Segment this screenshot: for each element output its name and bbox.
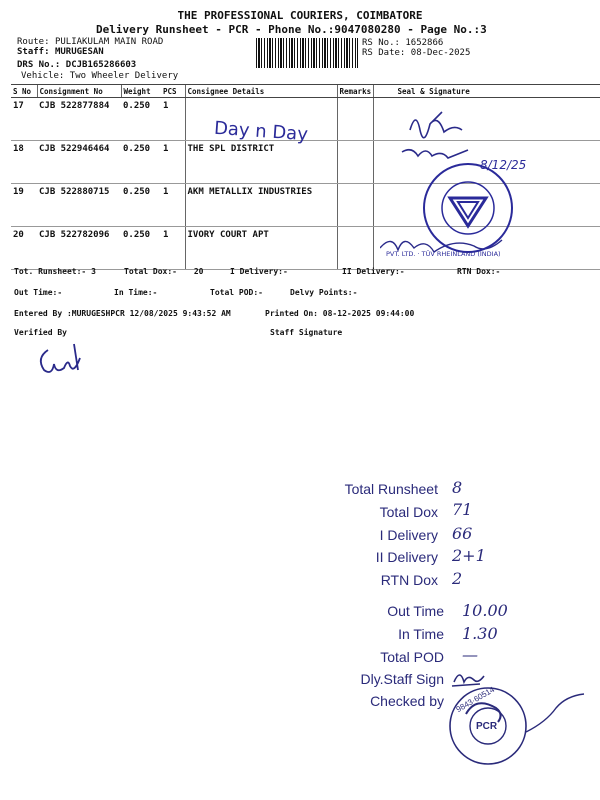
runsheet-subtitle: Delivery Runsheet - PCR - Phone No.:9047080280 - Page No.:3 bbox=[96, 23, 487, 36]
verified-by: Verified By bbox=[14, 328, 67, 337]
cell-sno: 20 bbox=[11, 227, 37, 270]
vehicle-value: Two Wheeler Delivery bbox=[69, 71, 179, 81]
summary-value: — bbox=[462, 645, 478, 664]
date-scrawl: 8/12/25 bbox=[480, 158, 527, 172]
cell-consignment: CJB 522782096 bbox=[37, 227, 121, 270]
summary-label: Checked by bbox=[370, 693, 444, 709]
summary-value: 8 bbox=[452, 478, 463, 497]
rs-date-label: RS Date: bbox=[362, 48, 406, 58]
stamp-ring: 9843·60514 bbox=[454, 684, 497, 715]
cell-weight: 0.250 bbox=[121, 141, 161, 184]
rs-no-value: 1652866 bbox=[405, 38, 444, 48]
col-seal: Seal & Signature bbox=[373, 85, 600, 98]
cell-consignment: CJB 522877884 bbox=[37, 98, 121, 141]
total-dox-label: Total Dox:- bbox=[124, 267, 177, 276]
tuv-seal-icon bbox=[420, 160, 516, 256]
summary-label: Out Time bbox=[387, 603, 444, 619]
summary-value: 2 bbox=[452, 569, 463, 588]
drs-label: DRS No.: bbox=[17, 60, 61, 70]
staff-signature: Staff Signature bbox=[270, 328, 343, 337]
cell-consignment: CJB 522946464 bbox=[37, 141, 121, 184]
col-pcs: PCS bbox=[161, 85, 185, 98]
cell-remarks bbox=[337, 141, 373, 184]
total-dox bbox=[124, 267, 203, 276]
cell-sno: 18 bbox=[11, 141, 37, 184]
summary-label: In Time bbox=[398, 626, 444, 642]
route-label: Route: bbox=[17, 37, 50, 47]
staff-line bbox=[17, 47, 104, 57]
stamp-text: PCR bbox=[476, 721, 498, 732]
summary-label: Total Dox bbox=[379, 504, 438, 520]
checked-scribble bbox=[526, 692, 586, 736]
cell-pcs: 1 bbox=[161, 141, 185, 184]
seal-text: PVT. LTD. · TÜV RHEINLAND (INDIA) bbox=[386, 250, 501, 258]
cell-weight: 0.250 bbox=[121, 227, 161, 270]
ii-delivery: II Delivery:- bbox=[342, 267, 405, 276]
summary-label: I Delivery bbox=[379, 527, 438, 543]
barcode bbox=[256, 38, 358, 68]
summary-value: 1.30 bbox=[462, 624, 498, 643]
rs-date-value: 08-Dec-2025 bbox=[410, 48, 471, 58]
drs-line bbox=[17, 60, 136, 70]
col-sno: S No bbox=[11, 85, 37, 98]
i-delivery: I Delivery:- bbox=[230, 267, 288, 276]
col-consignment: Consignment No bbox=[37, 85, 121, 98]
handwritten-note: Day n Day bbox=[213, 117, 309, 146]
entered-by: Entered By :MURUGESHPCR 12/08/2025 9:43:52 AM bbox=[14, 309, 231, 318]
col-remarks: Remarks bbox=[337, 85, 373, 98]
summary-value: 71 bbox=[452, 500, 473, 519]
rtn-dox: RTN Dox:- bbox=[457, 267, 501, 276]
staff-label: Staff: bbox=[17, 47, 50, 57]
cell-consignment: CJB 522880715 bbox=[37, 184, 121, 227]
cell-weight: 0.250 bbox=[121, 98, 161, 141]
summary-label: Total Runsheet bbox=[344, 481, 438, 497]
total-dox-value: 20 bbox=[193, 267, 204, 276]
cell-remarks bbox=[337, 227, 373, 270]
rs-no-label: RS No.: bbox=[362, 38, 400, 48]
cell-remarks bbox=[337, 98, 373, 141]
summary-value: 2+1 bbox=[452, 546, 486, 565]
summary-label: II Delivery bbox=[375, 549, 438, 565]
verified-signature bbox=[34, 340, 94, 376]
staff-value: MURUGESAN bbox=[54, 47, 104, 57]
printed-on: Printed On: 08-12-2025 09:44:00 bbox=[265, 309, 415, 318]
cell-weight: 0.250 bbox=[121, 184, 161, 227]
col-consignee: Consignee Details bbox=[185, 85, 337, 98]
cell-pcs: 1 bbox=[161, 227, 185, 270]
summary-value: 66 bbox=[452, 524, 473, 543]
in-time: In Time:- bbox=[114, 288, 158, 297]
out-time: Out Time:- bbox=[14, 288, 63, 297]
total-pod: Total POD:- bbox=[210, 288, 263, 297]
summary-label: Dly.Staff Sign bbox=[360, 671, 444, 687]
cell-remarks bbox=[337, 184, 373, 227]
cell-consignee: AKM METALLIX INDUSTRIES bbox=[185, 184, 337, 227]
col-weight: Weight bbox=[121, 85, 161, 98]
summary-label: RTN Dox bbox=[380, 572, 438, 588]
summary-label: Total POD bbox=[380, 649, 444, 665]
summary-value: 10.00 bbox=[462, 601, 508, 620]
cell-sno: 19 bbox=[11, 184, 37, 227]
vehicle-line bbox=[21, 71, 178, 81]
cell-sno: 17 bbox=[11, 98, 37, 141]
tot-runsheet: Tot. Runsheet:- 3 bbox=[14, 267, 96, 276]
cell-pcs: 1 bbox=[161, 98, 185, 141]
vehicle-label: Vehicle: bbox=[21, 71, 65, 81]
drs-value: DCJB165286603 bbox=[65, 60, 137, 70]
rs-no-line bbox=[362, 38, 443, 48]
cell-consignee: IVORY COURT APT bbox=[185, 227, 337, 270]
cell-pcs: 1 bbox=[161, 184, 185, 227]
delvy-points: Delvy Points:- bbox=[290, 288, 358, 297]
company-title: THE PROFESSIONAL COURIERS, COIMBATORE bbox=[177, 9, 423, 22]
cell-consignee: THE SPL DISTRICT bbox=[185, 141, 337, 184]
table-header-row bbox=[11, 85, 600, 98]
route-value: PULIAKULAM MAIN ROAD bbox=[54, 37, 164, 47]
route-line bbox=[17, 37, 163, 47]
rs-date-line bbox=[362, 48, 470, 58]
